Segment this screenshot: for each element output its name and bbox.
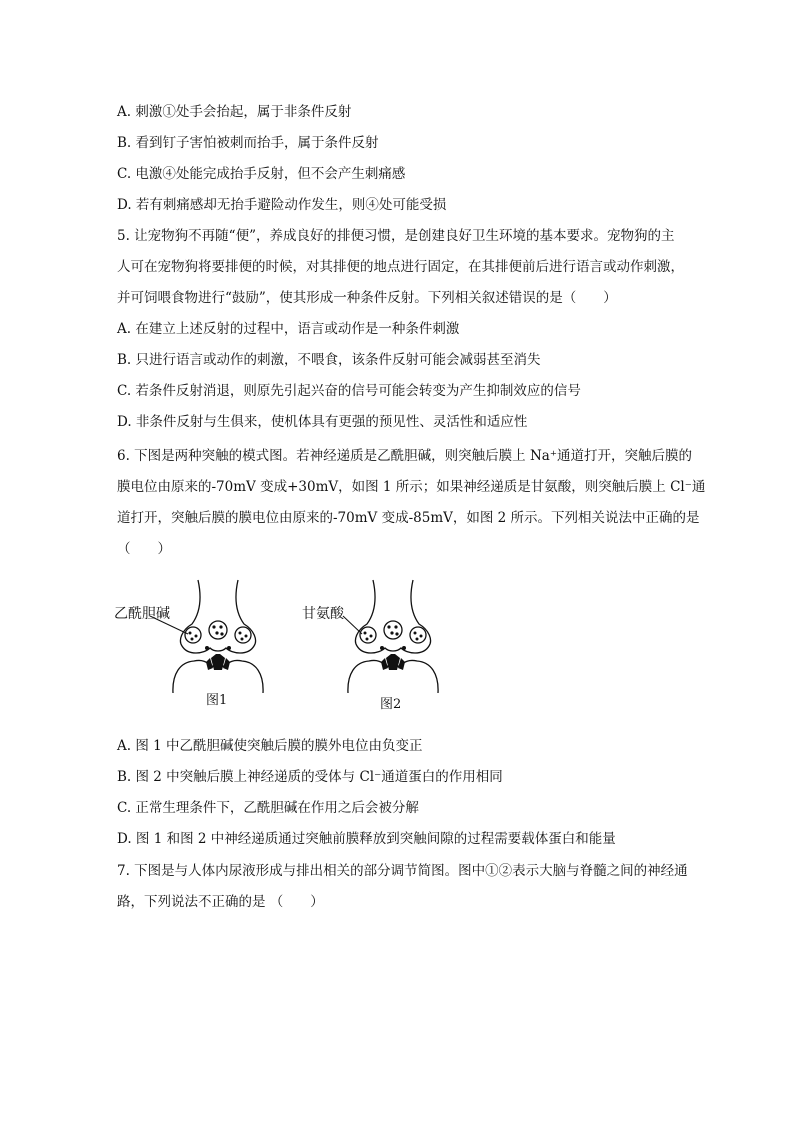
q5-option-a: A. 在建立上述反射的过程中，语言或动作是一种条件刺激 — [117, 321, 460, 337]
q6-option-a: A. 图 1 中乙酰胆碱使突触后膜的膜外电位由负变正 — [117, 738, 423, 754]
q5-option-b: B. 只进行语言或动作的刺激，不喂食，该条件反射可能会减弱甚至消失 — [117, 352, 541, 368]
q5-stem-line: 人可在宠物狗将要排便的时候，对其排便的地点进行固定，在其排便前后进行语言或动作刺激， — [117, 259, 684, 275]
synapse-diagram-1 — [173, 580, 263, 693]
q5-option-c: C. 若条件反射消退，则原先引起兴奋的信号可能会转变为产生抑制效应的信号 — [117, 383, 581, 399]
q6-stem-line: 6. 下图是两种突触的模式图。若神经递质是乙酰胆碱，则突触后膜上 Na⁺通道打开，突触后膜的 — [117, 448, 692, 464]
vesicle-dots-2 — [364, 625, 423, 670]
q4-option-d: D. 若有刺痛感却无抬手避险动作发生，则④处可能受损 — [117, 197, 447, 213]
synapse-figure — [110, 578, 450, 718]
figure-2-label: 甘氨酸 — [302, 606, 344, 622]
figure-2-caption: 图2 — [380, 697, 402, 712]
q5-stem-line: 5. 让宠物狗不再随“便”，养成良好的排便习惯，是创建良好卫生环境的基本要求。宠物狗的主 — [117, 228, 675, 244]
q6-option-c: C. 正常生理条件下，乙酰胆碱在作用之后会被分解 — [117, 800, 419, 816]
q5-option-d: D. 非条件反射与生俱来，使机体具有更强的预见性、灵活性和适应性 — [117, 414, 528, 430]
vesicle-dots-1 — [189, 625, 248, 670]
q6-stem-line: （ ） — [117, 541, 171, 557]
q5-stem-line: 并可饲喂食物进行“鼓励”，使其形成一种条件反射。下列相关叙述错误的是（ ） — [117, 290, 617, 306]
q4-option-b: B. 看到钉子害怕被刺而抬手，属于条件反射 — [117, 135, 379, 151]
q7-stem-line: 7. 下图是与人体内尿液形成与排出相关的部分调节简图。图中①②表示大脑与脊髓之间的神经通 — [117, 863, 688, 879]
q6-option-b: B. 图 2 中突触后膜上神经递质的受体与 Cl⁻通道蛋白的作用相同 — [117, 769, 503, 785]
q4-option-a: A. 刺激①处手会抬起，属于非条件反射 — [117, 104, 352, 120]
label-pointer-2 — [343, 616, 362, 634]
figure-1-label: 乙酰胆碱 — [114, 606, 170, 622]
figure-1-caption: 图1 — [206, 693, 228, 708]
q6-stem-line: 道打开，突触后膜的膜电位由原来的-70mV 变成-85mV，如图 2 所示。下列相关说法中正确的是 — [117, 510, 700, 526]
q4-option-c: C. 电激④处能完成抬手反射，但不会产生刺痛感 — [117, 166, 406, 182]
q6-stem-line: 膜电位由原来的-70mV 变成+30mV，如图 1 所示；如果神经递质是甘氨酸，则突触后膜上 Cl⁻通 — [117, 479, 706, 495]
q6-option-d: D. 图 1 和图 2 中神经递质通过突触前膜释放到突触间隙的过程需要载体蛋白和能量 — [117, 831, 616, 847]
synapse-diagram-2 — [348, 580, 438, 693]
q7-stem-line: 路，下列说法不正确的是 （ ） — [117, 894, 324, 910]
